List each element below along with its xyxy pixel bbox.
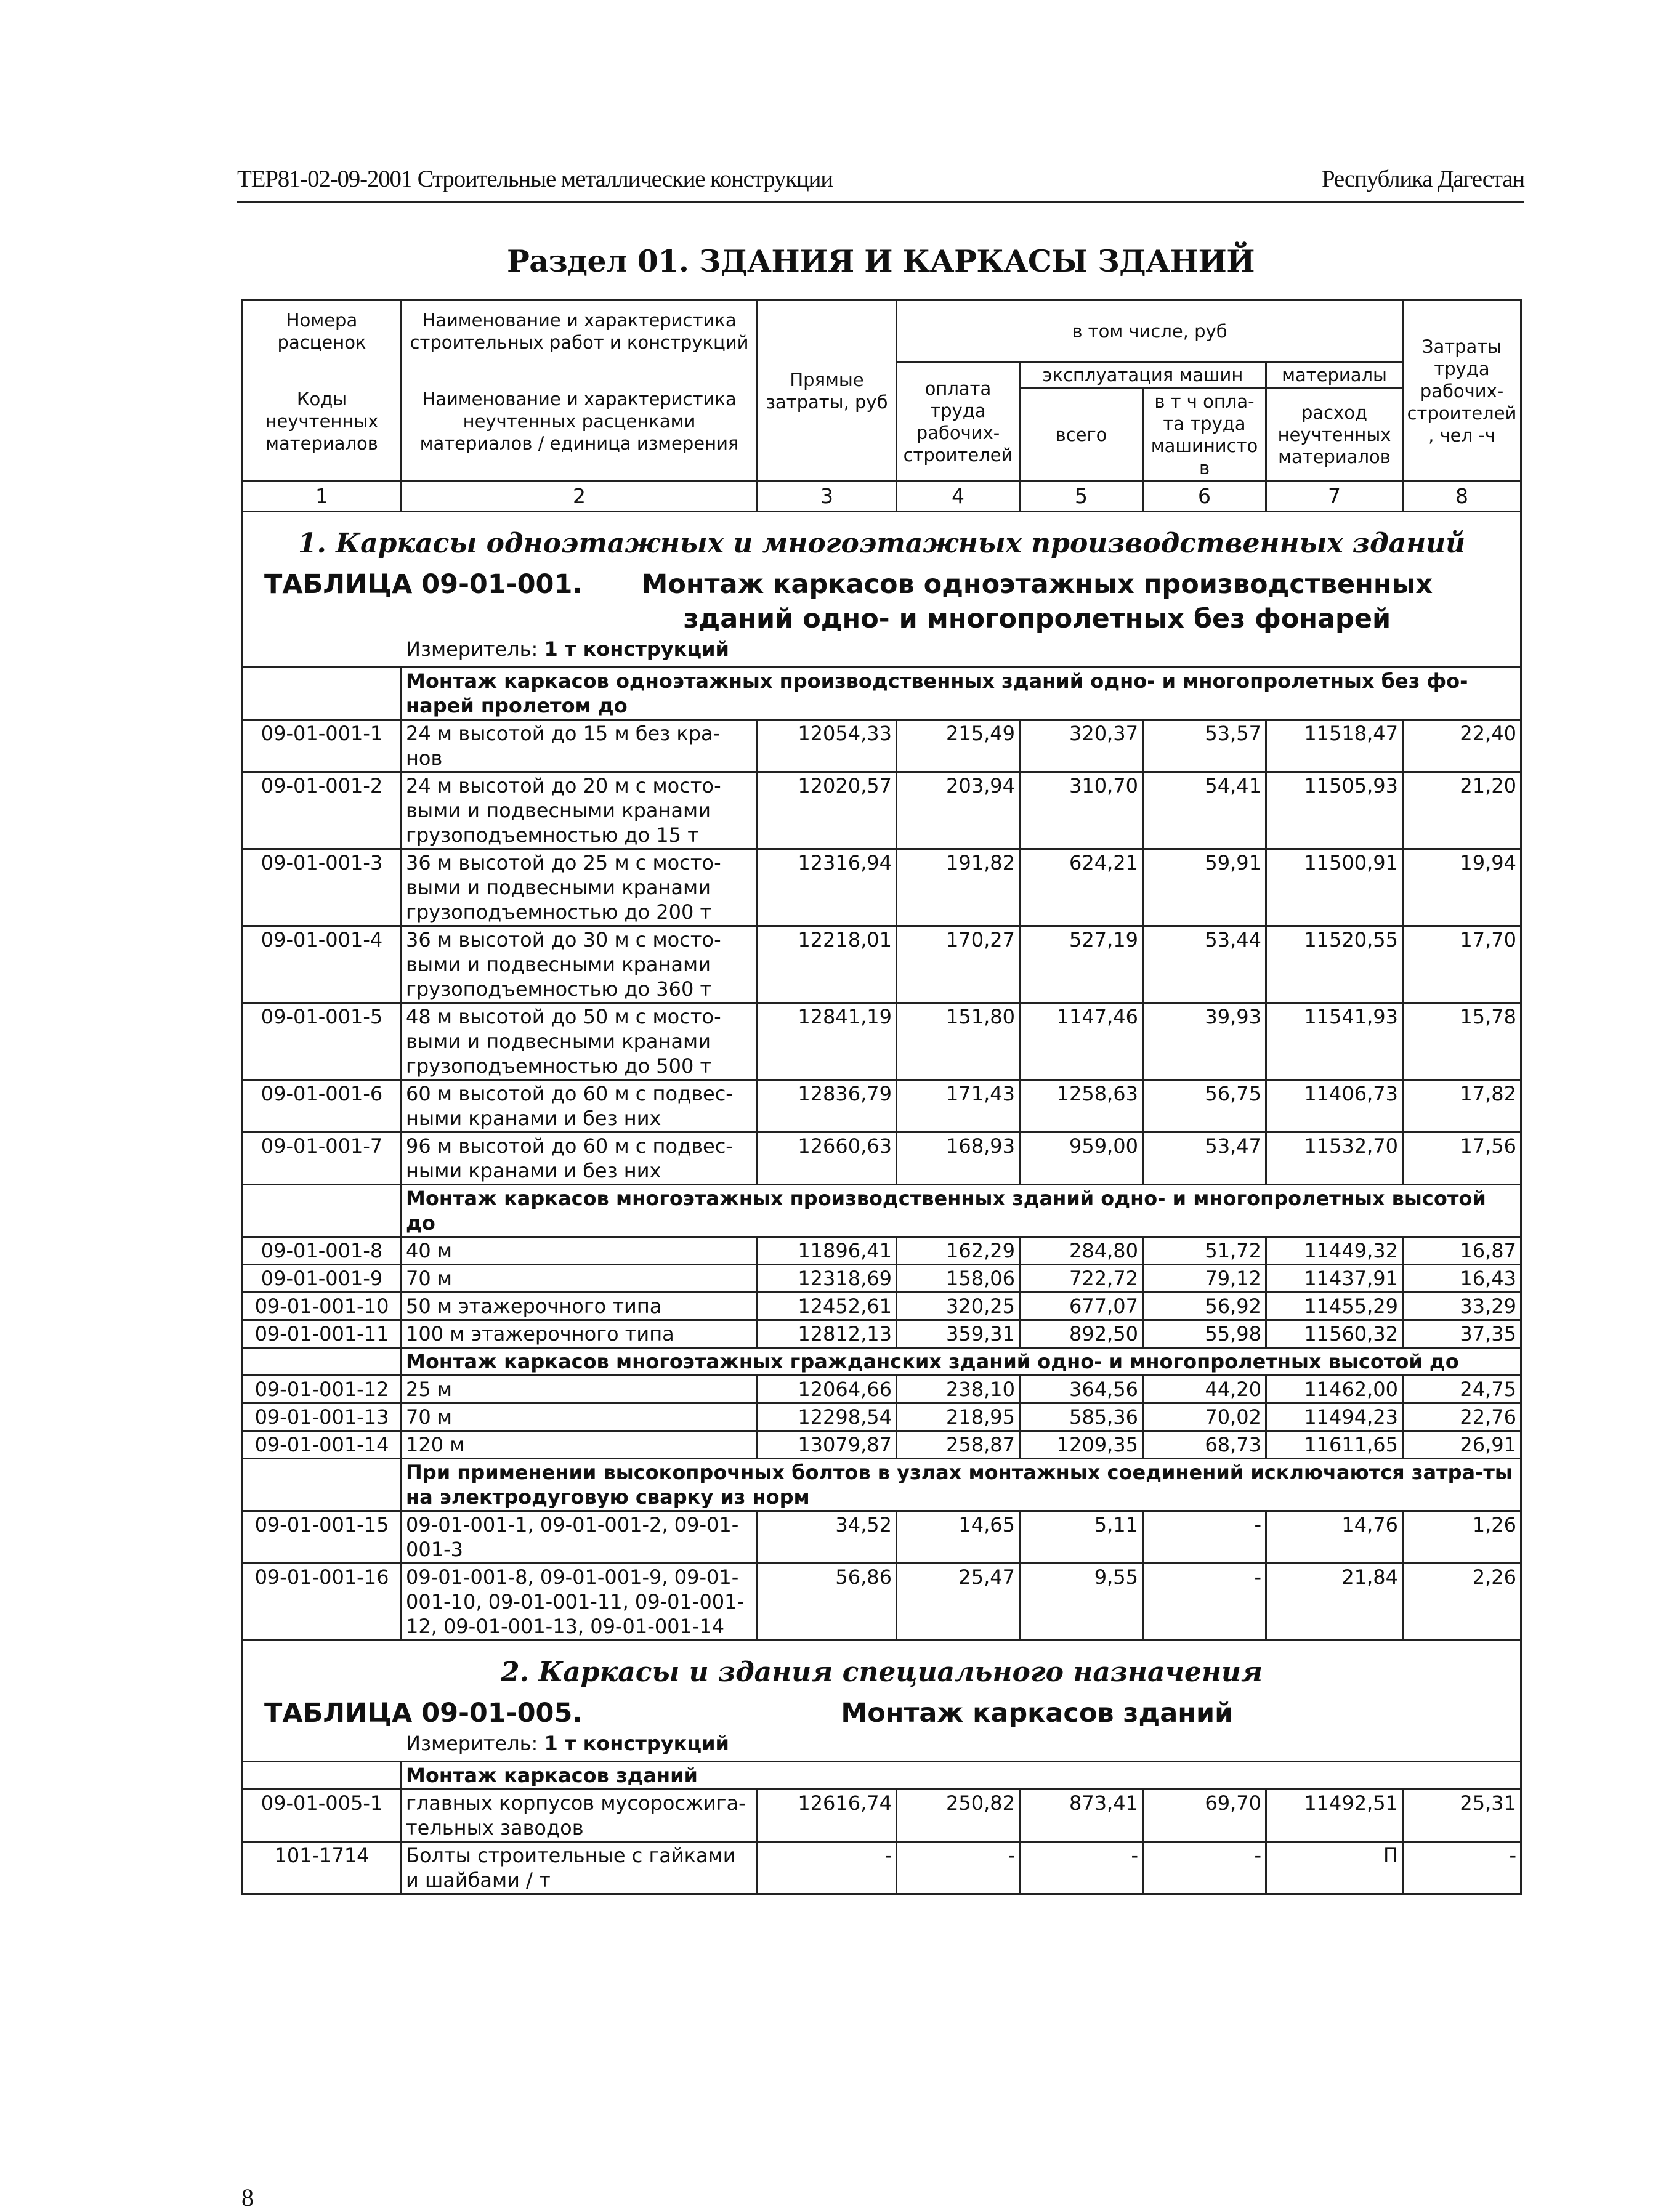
machines-total: 527,19: [1020, 926, 1143, 1003]
table-row: [243, 1265, 1521, 1293]
machines-total: 722,72: [1020, 1265, 1143, 1293]
materials-cost: 11462,00: [1266, 1376, 1403, 1403]
work-name: 40 м: [402, 1237, 758, 1265]
machines-total: -: [1020, 1842, 1143, 1894]
work-name: 70 м: [402, 1403, 758, 1431]
table-row: [243, 1320, 1521, 1348]
column-number: 3: [758, 482, 897, 512]
machinists-pay: 53,44: [1143, 926, 1266, 1003]
measure-label: Измеритель:: [406, 637, 538, 661]
group-header-row: [243, 1762, 1521, 1790]
header-machines: эксплуатация машин: [1020, 362, 1266, 389]
materials-cost: 11518,47: [1266, 720, 1403, 772]
labor-hours: 33,29: [1403, 1293, 1521, 1320]
group-header-spacer: [243, 1762, 402, 1790]
materials-cost: 11449,32: [1266, 1237, 1403, 1265]
work-name: Болты строительные с гайками и шайбами / т: [402, 1842, 758, 1894]
column-number: 1: [243, 482, 402, 512]
measure-value: 1 т конструкций: [544, 637, 729, 661]
labor-pay: 158,06: [897, 1265, 1020, 1293]
work-name: 09-01-001-1, 09-01-001-2, 09-01-001-3: [402, 1511, 758, 1564]
section-title: Раздел 01. ЗДАНИЯ И КАРКАСЫ ЗДАНИЙ: [506, 243, 1255, 279]
work-name: 120 м: [402, 1431, 758, 1459]
labor-pay: 320,25: [897, 1293, 1020, 1320]
rate-code: 09-01-001-6: [243, 1080, 402, 1132]
labor-hours: 17,70: [1403, 926, 1521, 1003]
machines-total: 364,56: [1020, 1376, 1143, 1403]
direct-costs: 13079,87: [758, 1431, 897, 1459]
materials-cost: 11611,65: [1266, 1431, 1403, 1459]
rate-code: 09-01-001-1: [243, 720, 402, 772]
group-header-spacer: [243, 668, 402, 720]
header-c2-top: Наименование и характеристика строительных работ и конструкций: [402, 301, 758, 362]
section-block: [243, 1641, 1521, 1762]
labor-hours: 2,26: [1403, 1564, 1521, 1641]
table-row: [243, 1511, 1521, 1564]
direct-costs: 12054,33: [758, 720, 897, 772]
measure-unit: [247, 1730, 1516, 1760]
materials-cost: 11560,32: [1266, 1320, 1403, 1348]
materials-cost: 11406,73: [1266, 1080, 1403, 1132]
subsection-title: 1. Каркасы одноэтажных и многоэтажных производственных зданий: [297, 528, 1466, 559]
direct-costs: 12836,79: [758, 1080, 897, 1132]
labor-pay: 162,29: [897, 1237, 1020, 1265]
direct-costs: 12218,01: [758, 926, 897, 1003]
region-name: Республика Дагестан: [1321, 166, 1524, 192]
labor-pay: 14,65: [897, 1511, 1020, 1564]
table-row: [243, 1564, 1521, 1641]
materials-cost: 11492,51: [1266, 1790, 1403, 1842]
work-name: 24 м высотой до 15 м без кра-нов: [402, 720, 758, 772]
direct-costs: 12316,94: [758, 849, 897, 926]
machines-total: 873,41: [1020, 1790, 1143, 1842]
machines-total: 310,70: [1020, 772, 1143, 849]
column-number: 7: [1266, 482, 1403, 512]
labor-hours: 1,26: [1403, 1511, 1521, 1564]
materials-cost: 11437,91: [1266, 1265, 1403, 1293]
rates-table: [241, 299, 1522, 1895]
machinists-pay: 70,02: [1143, 1403, 1266, 1431]
rate-code: 09-01-001-5: [243, 1003, 402, 1080]
measure-unit: [247, 636, 1516, 666]
work-name: 09-01-001-8, 09-01-001-9, 09-01-001-10, 09-01-001-11, 09-01-001-12, 09-01-001-13, 09-01-001-14: [402, 1564, 758, 1641]
machines-total: 284,80: [1020, 1237, 1143, 1265]
labor-hours: -: [1403, 1842, 1521, 1894]
table-title: [247, 1696, 1516, 1730]
table-number: ТАБЛИЦА 09-01-005.: [264, 1698, 583, 1729]
section-block-cell: [243, 1641, 1521, 1762]
machinists-pay: 44,20: [1143, 1376, 1266, 1403]
labor-pay: 170,27: [897, 926, 1020, 1003]
materials-cost: П: [1266, 1842, 1403, 1894]
table-name: Монтаж каркасов зданий: [841, 1698, 1234, 1729]
machinists-pay: 56,92: [1143, 1293, 1266, 1320]
table-name: Монтаж каркасов одноэтажных производственных зданий одно- и многопролетных без фонарей: [641, 569, 1433, 634]
header-materials: материалы: [1266, 362, 1403, 389]
column-number: 6: [1143, 482, 1266, 512]
direct-costs: 12020,57: [758, 772, 897, 849]
work-name: 60 м высотой до 60 м с подвес-ными кранами и без них: [402, 1080, 758, 1132]
labor-hours: 26,91: [1403, 1431, 1521, 1459]
machinists-pay: 55,98: [1143, 1320, 1266, 1348]
labor-pay: 215,49: [897, 720, 1020, 772]
header-c1-bottom: Коды неучтенных материалов: [243, 362, 402, 482]
labor-pay: 203,94: [897, 772, 1020, 849]
labor-pay: 171,43: [897, 1080, 1020, 1132]
labor-hours: 24,75: [1403, 1376, 1521, 1403]
rate-code: 09-01-001-7: [243, 1132, 402, 1185]
group-title: При применении высокопрочных болтов в узлах монтажных соединений исключаются затра-ты на электродуговую сварку из норм: [402, 1459, 1521, 1511]
work-name: 96 м высотой до 60 м с подвес-ными кранами и без них: [402, 1132, 758, 1185]
labor-hours: 37,35: [1403, 1320, 1521, 1348]
materials-cost: 11520,55: [1266, 926, 1403, 1003]
table-row: [243, 1003, 1521, 1080]
measure-label: Измеритель:: [406, 1732, 538, 1755]
direct-costs: 12660,63: [758, 1132, 897, 1185]
machinists-pay: 68,73: [1143, 1431, 1266, 1459]
machinists-pay: 59,91: [1143, 849, 1266, 926]
group-header-spacer: [243, 1348, 402, 1376]
header-including: в том числе, руб: [897, 301, 1403, 362]
column-number: 2: [402, 482, 758, 512]
rate-code: 09-01-001-3: [243, 849, 402, 926]
machinists-pay: 56,75: [1143, 1080, 1266, 1132]
rate-code: 09-01-001-16: [243, 1564, 402, 1641]
machinists-pay: -: [1143, 1564, 1266, 1641]
machinists-pay: -: [1143, 1511, 1266, 1564]
header-c2-bottom: Наименование и характеристика неучтенных расценками материалов / единица измерения: [402, 362, 758, 482]
labor-pay: 168,93: [897, 1132, 1020, 1185]
materials-cost: 11500,91: [1266, 849, 1403, 926]
header-direct-costs: Прямые затраты, руб: [758, 301, 897, 482]
rate-code: 09-01-001-15: [243, 1511, 402, 1564]
labor-hours: 17,56: [1403, 1132, 1521, 1185]
work-name: 24 м высотой до 20 м с мосто-выми и подвесными кранами грузоподъемностью до 15 т: [402, 772, 758, 849]
direct-costs: 12452,61: [758, 1293, 897, 1320]
measure-value: 1 т конструкций: [544, 1732, 729, 1755]
table-row: [243, 772, 1521, 849]
group-title: Монтаж каркасов многоэтажных производственных зданий одно- и многопролетных высотой до: [402, 1185, 1521, 1237]
labor-pay: 359,31: [897, 1320, 1020, 1348]
rate-code: 09-01-005-1: [243, 1790, 402, 1842]
document-title: ТЕР81-02-09-2001 Строительные металлические конструкции: [237, 166, 833, 192]
machinists-pay: 53,47: [1143, 1132, 1266, 1185]
rate-code: 101-1714: [243, 1842, 402, 1894]
group-header-spacer: [243, 1459, 402, 1511]
column-number: 4: [897, 482, 1020, 512]
rate-code: 09-01-001-2: [243, 772, 402, 849]
labor-hours: 22,40: [1403, 720, 1521, 772]
group-header-row: [243, 1459, 1521, 1511]
direct-costs: 12812,13: [758, 1320, 897, 1348]
work-name: 70 м: [402, 1265, 758, 1293]
labor-hours: 22,76: [1403, 1403, 1521, 1431]
materials-cost: 11532,70: [1266, 1132, 1403, 1185]
header-c1-top: Номера расценок: [243, 301, 402, 362]
labor-pay: 238,10: [897, 1376, 1020, 1403]
table-row: [243, 1376, 1521, 1403]
table-row: [243, 1403, 1521, 1431]
work-name: главных корпусов мусоросжига-тельных заводов: [402, 1790, 758, 1842]
machinists-pay: 54,41: [1143, 772, 1266, 849]
labor-pay: 258,87: [897, 1431, 1020, 1459]
direct-costs: -: [758, 1842, 897, 1894]
group-title: Монтаж каркасов одноэтажных производственных зданий одно- и многопролетных без фо-нарей пролетом до: [402, 668, 1521, 720]
materials-cost: 21,84: [1266, 1564, 1403, 1641]
labor-hours: 17,82: [1403, 1080, 1521, 1132]
table-title: [247, 567, 1516, 636]
labor-pay: 191,82: [897, 849, 1020, 926]
section-block: [243, 512, 1521, 668]
column-number: 5: [1020, 482, 1143, 512]
work-name: 36 м высотой до 25 м с мосто-выми и подвесными кранами грузоподъемностью до 200 т: [402, 849, 758, 926]
machinists-pay: 79,12: [1143, 1265, 1266, 1293]
machines-total: 677,07: [1020, 1293, 1143, 1320]
group-header-row: [243, 1185, 1521, 1237]
labor-hours: 15,78: [1403, 1003, 1521, 1080]
rate-code: 09-01-001-10: [243, 1293, 402, 1320]
labor-hours: 21,20: [1403, 772, 1521, 849]
work-name: 36 м высотой до 30 м с мосто-выми и подвесными кранами грузоподъемностью до 360 т: [402, 926, 758, 1003]
materials-cost: 11455,29: [1266, 1293, 1403, 1320]
table-row: [243, 720, 1521, 772]
work-name: 25 м: [402, 1376, 758, 1403]
machines-total: 624,21: [1020, 849, 1143, 926]
machinists-pay: 51,72: [1143, 1237, 1266, 1265]
running-header: [237, 165, 1524, 203]
machines-total: 320,37: [1020, 720, 1143, 772]
labor-pay: 25,47: [897, 1564, 1020, 1641]
direct-costs: 12318,69: [758, 1265, 897, 1293]
machines-total: 892,50: [1020, 1320, 1143, 1348]
rate-code: 09-01-001-9: [243, 1265, 402, 1293]
group-header-row: [243, 1348, 1521, 1376]
labor-hours: 16,43: [1403, 1265, 1521, 1293]
table-row: [243, 926, 1521, 1003]
labor-pay: 151,80: [897, 1003, 1020, 1080]
table-row: [243, 1293, 1521, 1320]
table-number: ТАБЛИЦА 09-01-001.: [264, 569, 583, 600]
table-row: [243, 1842, 1521, 1894]
materials-cost: 11494,23: [1266, 1403, 1403, 1431]
table-row: [243, 1431, 1521, 1459]
labor-hours: 16,87: [1403, 1237, 1521, 1265]
group-title: Монтаж каркасов многоэтажных гражданских зданий одно- и многопролетных высотой до: [402, 1348, 1521, 1376]
machines-total: 959,00: [1020, 1132, 1143, 1185]
machines-total: 1209,35: [1020, 1431, 1143, 1459]
labor-pay: -: [897, 1842, 1020, 1894]
rate-code: 09-01-001-13: [243, 1403, 402, 1431]
direct-costs: 34,52: [758, 1511, 897, 1564]
table-row: [243, 1132, 1521, 1185]
header-labor-pay: оплата труда рабочих-строителей: [897, 362, 1020, 482]
header-machinists-pay: в т ч опла-та труда машинистов: [1143, 389, 1266, 482]
materials-cost: 14,76: [1266, 1511, 1403, 1564]
labor-hours: 19,94: [1403, 849, 1521, 926]
header-unaccounted-materials: расход неучтенных материалов: [1266, 389, 1403, 482]
column-numbers-row: [243, 482, 1521, 512]
work-name: 100 м этажерочного типа: [402, 1320, 758, 1348]
machines-total: 1258,63: [1020, 1080, 1143, 1132]
table-row: [243, 849, 1521, 926]
column-number: 8: [1403, 482, 1521, 512]
rate-code: 09-01-001-12: [243, 1376, 402, 1403]
labor-pay: 250,82: [897, 1790, 1020, 1842]
labor-pay: 218,95: [897, 1403, 1020, 1431]
group-header-row: [243, 668, 1521, 720]
machinists-pay: -: [1143, 1842, 1266, 1894]
machines-total: 1147,46: [1020, 1003, 1143, 1080]
work-name: 50 м этажерочного типа: [402, 1293, 758, 1320]
group-header-spacer: [243, 1185, 402, 1237]
materials-cost: 11505,93: [1266, 772, 1403, 849]
table-row: [243, 1080, 1521, 1132]
direct-costs: 11896,41: [758, 1237, 897, 1265]
machines-total: 9,55: [1020, 1564, 1143, 1641]
materials-cost: 11541,93: [1266, 1003, 1403, 1080]
table-row: [243, 1237, 1521, 1265]
group-title: Монтаж каркасов зданий: [402, 1762, 1521, 1790]
table-header: [243, 301, 1521, 482]
direct-costs: 12298,54: [758, 1403, 897, 1431]
direct-costs: 56,86: [758, 1564, 897, 1641]
machinists-pay: 69,70: [1143, 1790, 1266, 1842]
rate-code: 09-01-001-11: [243, 1320, 402, 1348]
machinists-pay: 39,93: [1143, 1003, 1266, 1080]
labor-hours: 25,31: [1403, 1790, 1521, 1842]
direct-costs: 12841,19: [758, 1003, 897, 1080]
subsection-title: 2. Каркасы и здания специального назначения: [500, 1657, 1263, 1688]
direct-costs: 12064,66: [758, 1376, 897, 1403]
table-row: [243, 1790, 1521, 1842]
page-number: 8: [241, 2184, 254, 2211]
section-block-cell: [243, 512, 1521, 668]
machines-total: 585,36: [1020, 1403, 1143, 1431]
work-name: 48 м высотой до 50 м с мосто-выми и подвесными кранами грузоподъемностью до 500 т: [402, 1003, 758, 1080]
direct-costs: 12616,74: [758, 1790, 897, 1842]
header-labor-hours: Затраты труда рабочих-строителей, чел -ч: [1403, 301, 1521, 482]
header-machines-total: всего: [1020, 389, 1143, 482]
rate-code: 09-01-001-4: [243, 926, 402, 1003]
machines-total: 5,11: [1020, 1511, 1143, 1564]
machinists-pay: 53,57: [1143, 720, 1266, 772]
rate-code: 09-01-001-8: [243, 1237, 402, 1265]
rate-code: 09-01-001-14: [243, 1431, 402, 1459]
